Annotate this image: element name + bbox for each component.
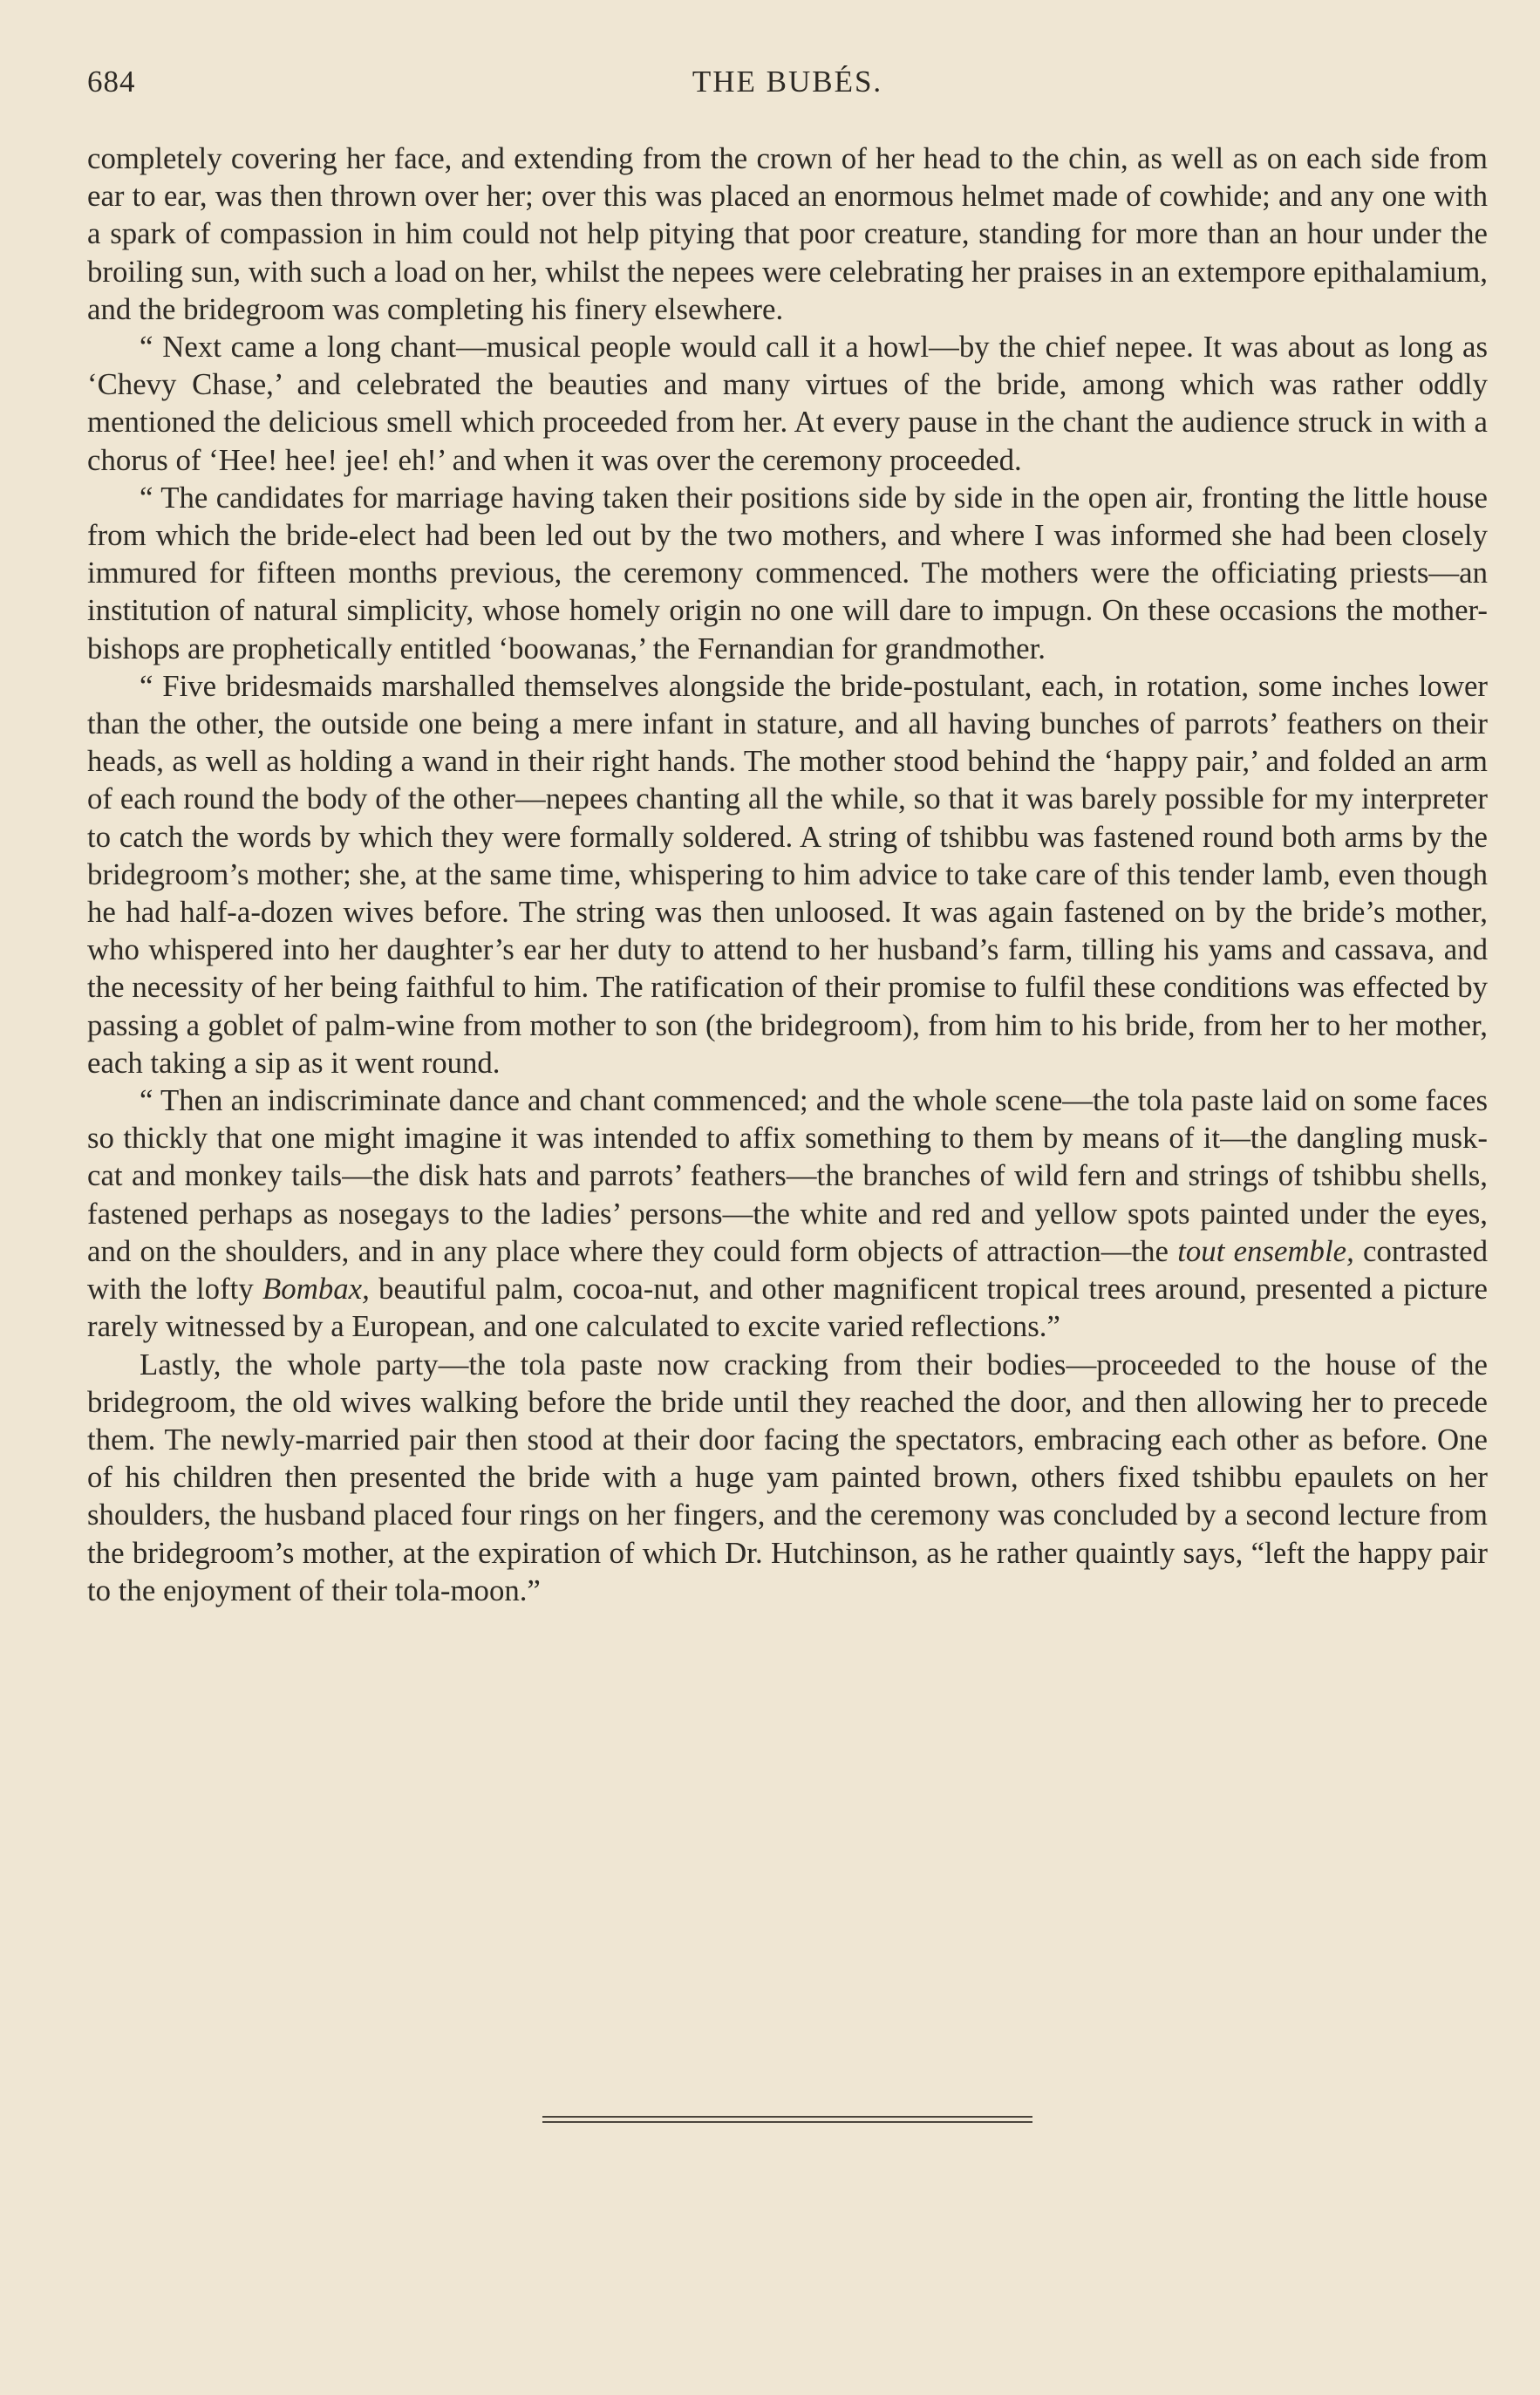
page-number: 684 (87, 65, 136, 99)
paragraph: Lastly, the whole party—the tola paste now cracking from their bodies—proceeded to the house of the bridegroom, the old wives walking before the bride until they reached the door, and then allowing her to precede them. The newly-married pair then stood at their door facing the spectators, embracing each other as before. One of his children then presented the bride with a huge yam painted brown, others fixed tshibbu epaulets on her shoulders, the husband placed four rings on her fingers, and the ceremony was concluded by a second lecture from the bridegroom’s mother, at the expiration of which Dr. Hutchinson, as he rather quaintly says, “left the happy pair to the enjoyment of their tola-moon.” (87, 1347, 1488, 1607)
running-head (87, 65, 1488, 108)
paragraph-text: beautiful palm, cocoa-nut, and other magnificent tropical trees around, presented a picture rarely witnessed by a European, and one calculated to excite varied reflections.” (87, 1272, 1488, 1344)
italic-phrase: Bombax, (262, 1272, 370, 1307)
running-title: THE BUBÉS. (692, 65, 883, 99)
paragraph: “ The candidates for marriage having taken their positions side by side in the open air, fronting the little house from which the bride-elect had been led out by the two mothers, and where I was informed she had been closely immured for fifteen months previous, the ceremony commenced. The mothers were the officiating priests—an institution of natural simplicity, whose homely origin no one will dare to impugn. On these occasions the mother-bishops are prophetically entitled ‘boowanas,’ the Fernandian for grandmother. (87, 480, 1488, 665)
section-end-rule (542, 2116, 1032, 2123)
paragraph-text: contrasted with the lofty (87, 1233, 1489, 1307)
italic-phrase: tout ensemble, (1177, 1233, 1354, 1268)
paragraph: completely covering her face, and extending from the crown of her head to the chin, as well as on each side from ear to ear, was then thrown over her; over this was placed an enormous helmet made of cowhide; and any one with a spark of compassion in him could not help pitying that poor creature, standing for more than an hour under the broiling sun, with such a load on her, whilst the nepees were celebrating her praises in an extempore epithalamium, and the bridegroom was completing his finery elsewhere. (87, 141, 1488, 326)
body-text (87, 140, 1488, 1609)
paragraph (87, 1082, 1488, 1345)
paragraph: “ Five bridesmaids marshalled themselves alongside the bride-postulant, each, in rotation, some inches lower than the other, the outside one being a mere infant in stature, and all having bunches of parrots’ feathers on their heads, as well as holding a wand in their right hands. The mother stood behind the ‘happy pair,’ and folded an arm of each round the body of the other—nepees chanting all the while, so that it was barely possible for my interpreter to catch the words by which they were formally soldered. A string of tshibbu was fastened round both arms by the bridegroom’s mother; she, at the same time, whispering to him advice to take care of this tender lamb, even though he had half-a-dozen wives before. The string was then unloosed. It was again fastened on by the bride’s mother, who whispered into her daughter’s ear her duty to attend to her husband’s farm, tilling his yams and cassava, and the necessity of her being faithful to him. The ratification of their promise to fulfil these conditions was effected by passing a goblet of palm-wine from mother to son (the bridegroom), from him to his bride, from her to her mother, each taking a sip as it went round. (87, 668, 1488, 1080)
paragraph: “ Next came a long chant—musical people would call it a howl—by the chief nepee. It was about as long as ‘Chevy Chase,’ and celebrated the beauties and many virtues of the bride, among which was rather oddly mentioned the delicious smell which proceeded from her. At every pause in the chant the audience struck in with a chorus of ‘Hee! hee! jee! eh!’ and when it was over the ceremony proceeded. (87, 330, 1488, 477)
paragraph-text: “ Then an indiscriminate dance and chant commenced; and the whole scene—the tola paste laid on some faces so thickly that one might imagine it was intended to affix something to them by means of it—the dangling musk-cat and monkey tails—the disk hats and parrots’ feathers—the branches of wild fern and strings of tshibbu shells, fastened perhaps as nosegays to the ladies’ persons—the white and red and yellow spots painted under the eyes, and on the shoulders, and in any place where they could form objects of attraction—the (87, 1083, 1488, 1268)
